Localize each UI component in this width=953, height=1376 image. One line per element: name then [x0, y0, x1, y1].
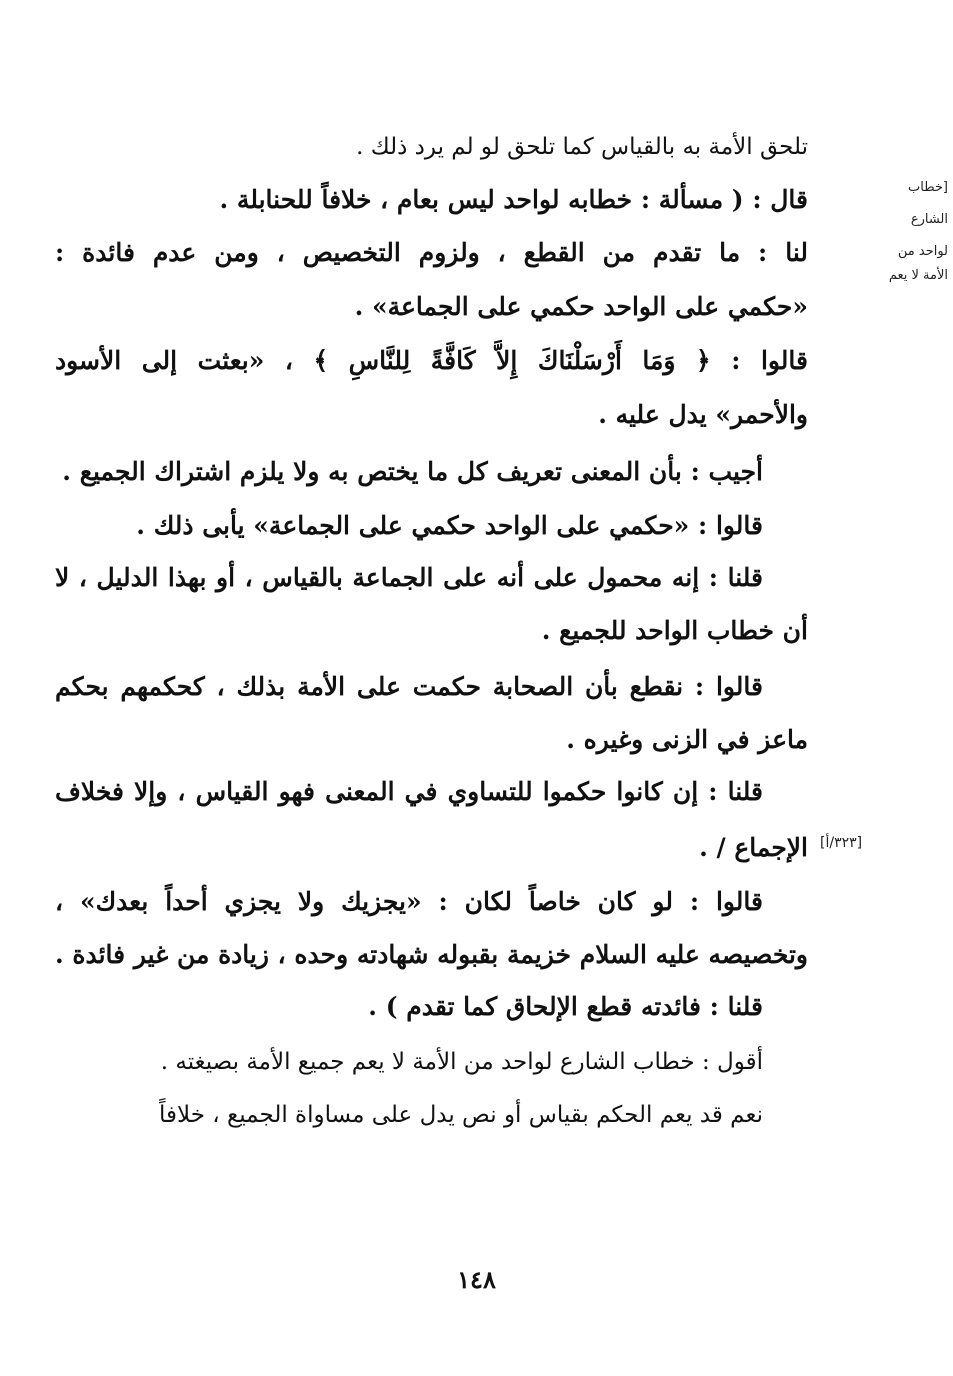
margin-note-line: الأمة لا يعم	[888, 268, 948, 283]
folio-reference: [٣٢٣/أ]	[820, 835, 863, 851]
text-line: قالوا : لو كان خاصاً لكان : «يجزيك ولا يجزي أحداً بعدك» ،	[55, 887, 763, 916]
margin-note-line: لواحد من	[897, 244, 948, 259]
text-line: ماعز في الزنى وغيره .	[566, 725, 808, 754]
text-line: قلنا : إنه محمول على أنه على الجماعة بالقياس ، أو بهذا الدليل ، لا	[55, 563, 763, 592]
text-line: الإجماع / .	[699, 833, 808, 862]
text-line: قال : ( مسألة : خطابه لواحد ليس بعام ، خلافاً للحنابلة .	[219, 185, 808, 214]
text-line: «حكمي على الواحد حكمي على الجماعة» .	[354, 292, 808, 321]
text-line: والأحمر» يدل عليه .	[598, 400, 808, 429]
text-line: أجيب : بأن المعنى تعريف كل ما يختص به ولا يلزم اشتراك الجميع .	[62, 457, 763, 486]
text-line: قالوا : «حكمي على الواحد حكمي على الجماعة» يأبى ذلك .	[136, 511, 763, 540]
text-line: نعم قد يعم الحكم بقياس أو نص يدل على مساواة الجميع ، خلافاً	[159, 1102, 763, 1128]
margin-note-line: [خطاب	[908, 180, 948, 195]
text-line: قالوا : نقطع بأن الصحابة حكمت على الأمة بذلك ، كحكمهم بحكم	[55, 672, 763, 701]
margin-note-line: الشارع	[910, 212, 948, 227]
text-line: تلحق الأمة به بالقياس كما تلحق لو لم يرد ذلك .	[356, 134, 808, 160]
text-line: وتخصيصه عليه السلام خزيمة بقبوله شهادته وحده ، زيادة من غير فائدة .	[54, 940, 808, 969]
margin-note	[889, 180, 948, 284]
text-line: أن خطاب الواحد للجميع .	[541, 616, 808, 645]
text-line: لنا : ما تقدم من القطع ، ولزوم التخصيص ، ومن عدم فائدة :	[55, 238, 808, 267]
page-number: ١٤٨	[457, 1265, 496, 1294]
text-line: أقول : خطاب الشارع لواحد من الأمة لا يعم جميع الأمة بصيغته .	[160, 1049, 763, 1075]
text-line: قلنا : إن كانوا حكموا للتساوي في المعنى فهو القياس ، وإلا فخلاف	[55, 777, 763, 806]
text-line: قلنا : فائدته قطع الإلحاق كما تقدم ) .	[368, 992, 763, 1021]
text-line: قالوا : ﴿ وَمَا أَرْسَلْنَاكَ إِلاَّ كَافَّةً لِلنَّاسِ ﴾ ، «بعثت إلى الأسود	[55, 346, 808, 375]
